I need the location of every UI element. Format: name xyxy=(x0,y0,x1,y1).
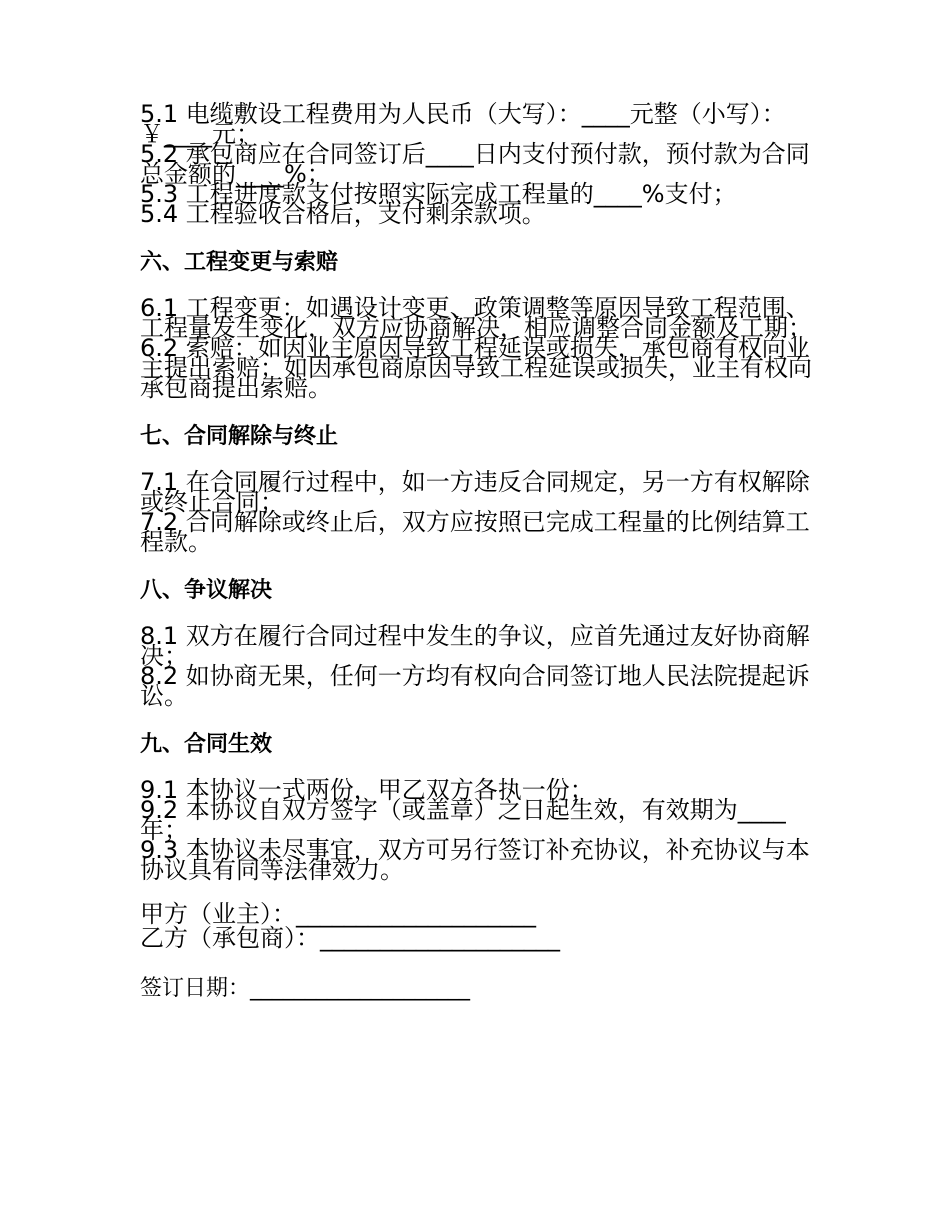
section-heading-6: 六、工程变更与索赔 xyxy=(140,250,339,275)
clause-5-3: 5.3 工程进度款支付按照实际完成工程量的____%支付； xyxy=(140,180,737,208)
section-payment xyxy=(140,100,815,228)
party-b-signature-line: 乙方（承包商）：____________________ xyxy=(140,924,560,952)
clause-7-2: 7.2 合同解除或终止后，双方应按照已完成工程量的比例结算工程款。 xyxy=(140,508,810,556)
clause-5-2: 5.2 承包商应在合同签订后____日内支付预付款，预付款为合同总金额的____%； xyxy=(140,140,810,188)
section-termination xyxy=(140,468,815,556)
clause-6-2: 6.2 索赔：如因业主原因导致工程延误或损失，承包商有权向业主提出索赔；如因承包商原因导致工程延误或损失，业主有权向承包商提出索赔。 xyxy=(140,334,812,402)
clause-5-1: 5.1 电缆敷设工程费用为人民币（大写）：____元整（小写）：￥____元； xyxy=(140,100,786,148)
section-effectiveness xyxy=(140,776,815,884)
clause-9-2: 9.2 本协议自双方签字（或盖章）之日起生效，有效期为____年； xyxy=(140,796,786,844)
clause-8-1: 8.1 双方在履行合同过程中发生的争议，应首先通过友好协商解决； xyxy=(140,622,810,670)
contract-page xyxy=(140,100,815,1002)
clause-9-1: 9.1 本协议一式两份，甲乙双方各执一份； xyxy=(140,776,594,804)
section-heading-7: 七、合同解除与终止 xyxy=(140,424,339,449)
clause-5-4: 5.4 工程验收合格后，支付剩余款项。 xyxy=(140,200,546,228)
party-a-signature-line: 甲方（业主）：____________________ xyxy=(140,900,536,928)
clause-6-1: 6.1 工程变更：如遇设计变更、政策调整等原因导致工程范围、工程量发生变化，双方应协商解决，相应调整合同金额及工期； xyxy=(140,294,812,342)
section-dispute xyxy=(140,622,815,710)
section-change-claims xyxy=(140,294,815,402)
clause-9-3: 9.3 本协议未尽事宜，双方可另行签订补充协议，补充协议与本协议具有同等法律效力。 xyxy=(140,836,810,884)
signature-block xyxy=(140,902,815,950)
signing-date-line: 签订日期：____________________ xyxy=(140,976,471,1001)
clause-7-1: 7.1 在合同履行过程中，如一方违反合同规定，另一方有权解除或终止合同； xyxy=(140,468,810,516)
section-heading-8: 八、争议解决 xyxy=(140,578,273,603)
clause-8-2: 8.2 如协商无果，任何一方均有权向合同签订地人民法院提起诉讼。 xyxy=(140,662,810,710)
section-heading-9: 九、合同生效 xyxy=(140,732,273,757)
